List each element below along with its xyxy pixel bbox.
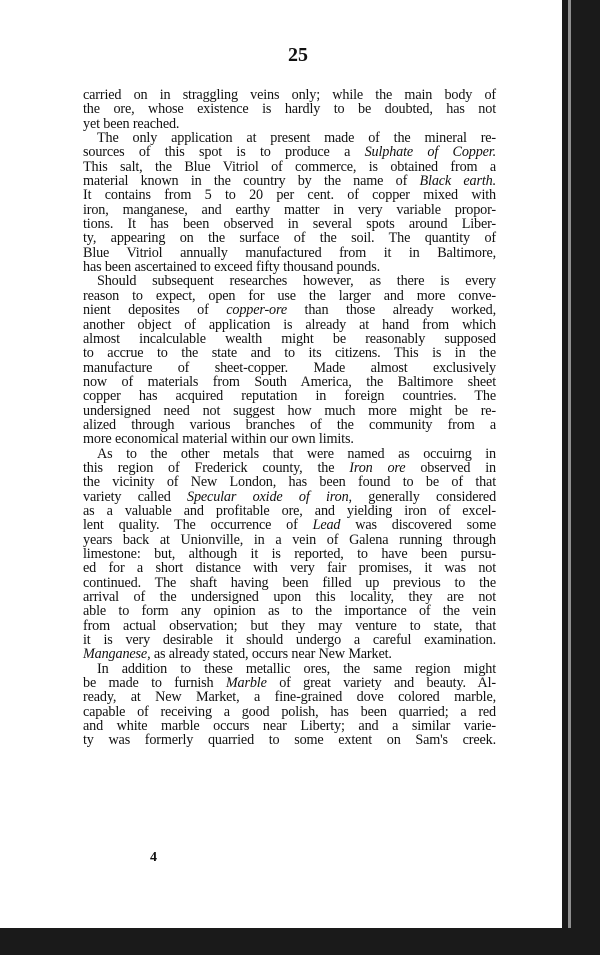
text-line: variety called Specular oxide of iron, generally considered: [83, 488, 497, 505]
text-line: alized through various branches of the community from a: [83, 416, 496, 433]
text-line: material known in the country by the name of Black earth.: [83, 173, 496, 190]
text-line: undersigned need not suggest how much more might be re-: [83, 402, 496, 419]
text-line: limestone: but, although it is reported, to have been pursu-: [83, 546, 496, 562]
text-line: nient deposites of copper-ore than those already worked,: [83, 302, 496, 319]
text-line: as a valuable and profitable ore, and yielding iron of excel-: [83, 502, 496, 519]
text-line: and white marble occurs near Liberty; and a similar varie-: [83, 718, 496, 735]
text-line: The only application at present made of the mineral re-: [97, 130, 496, 147]
text-line: another object of application is already at hand from which: [83, 316, 496, 333]
text-line: yet been reached.: [83, 115, 180, 132]
text-line: almost incalculable wealth might be reasonably supposed: [83, 330, 496, 347]
text-line: be made to furnish Marble of great variety and beauty. Al-: [83, 675, 496, 692]
text-line: This salt, the Blue Vitriol of commerce, is obtained from a: [83, 158, 496, 175]
text-line: In addition to these metallic ores, the same region might: [97, 660, 496, 677]
text-line: has been ascertained to exceed fifty thousand pounds.: [83, 259, 380, 276]
text-line: ty was formerly quarried to some extent on Sam's creek.: [83, 732, 496, 749]
signature-mark: 4: [150, 850, 157, 865]
text-line: copper has acquired reputation in foreign countries. The: [83, 388, 496, 405]
text-line: Should subsequent researches however, as there is every: [97, 273, 496, 290]
text-line: sources of this spot is to produce a Sulphate of Copper.: [83, 144, 496, 161]
text-line: lent quality. The occurrence of Lead was discovered some: [83, 517, 496, 534]
text-line: It contains from 5 to 20 per cent. of copper mixed with: [83, 187, 496, 204]
text-line: continued. The shaft having been filled up previous to the: [83, 574, 496, 591]
text-line: the vicinity of New London, has been found to be of that: [83, 474, 496, 491]
text-line: able to form any opinion as to the importance of the vein: [83, 603, 496, 620]
text-line: the ore, whose existence is hardly to be doubted, has not: [83, 101, 496, 118]
body-text: [83, 88, 496, 748]
text-line: iron, manganese, and earthy matter in very variable propor-: [83, 201, 496, 218]
text-line: tions. It has been observed in several spots around Liber-: [83, 216, 496, 233]
text-line: from actual observation; but they may venture to state, that: [83, 617, 496, 634]
text-line: Blue Vitriol annually manufactured from it in Baltimore,: [83, 244, 496, 261]
page-number: 25: [288, 44, 308, 66]
text-line: years back at Unionville, in a vein of Galena running through: [83, 531, 496, 548]
text-line: As to the other metals that were named as occuirng in: [97, 445, 496, 462]
scan-border-bottom: [0, 928, 600, 955]
text-line: to accrue to the state and to its citizens. This is in the: [83, 345, 496, 362]
text-line: capable of receiving a good polish, has been quarried; a red: [83, 703, 496, 720]
text-line: manufacture of sheet-copper. Made almost exclusively: [83, 359, 496, 376]
text-line: this region of Frederick county, the Iron ore observed in: [83, 459, 496, 476]
text-line: reason to expect, open for use the larger and more conve-: [83, 287, 496, 304]
text-line: carried on in straggling veins only; while the main body of: [83, 87, 496, 103]
text-line: ed for a short distance with very fair promises, it was not: [83, 560, 496, 577]
text-line: Manganese, as already stated, occurs near New Market.: [83, 646, 392, 663]
text-line: it is very desirable it should undergo a careful examination.: [83, 632, 496, 649]
scan-border-right: [562, 0, 600, 955]
text-line: arrival of the undersigned upon this locality, they are not: [83, 589, 496, 606]
text-line: now of materials from South America, the Baltimore sheet: [83, 373, 496, 390]
text-line: more economical material within our own limits.: [83, 431, 354, 448]
text-line: ty, appearing on the surface of the soil. The quantity of: [83, 230, 496, 247]
text-line: ready, at New Market, a fine-grained dove colored marble,: [83, 689, 496, 706]
